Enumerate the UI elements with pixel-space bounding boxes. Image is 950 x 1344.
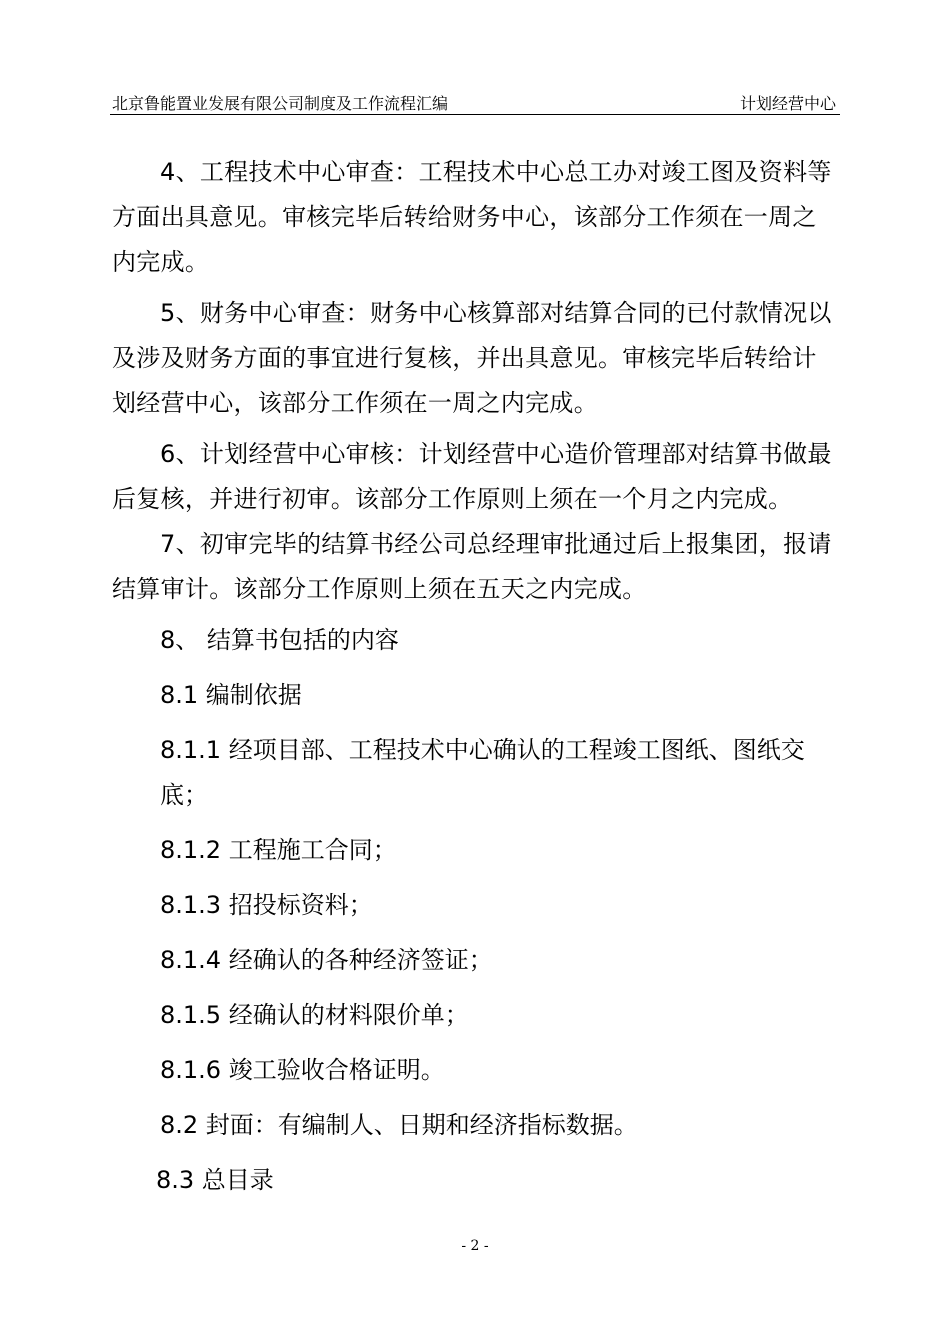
page-number: - 2 - (461, 1238, 489, 1254)
list-item-8-1-5: 8.1.5 经确认的材料限价单； (160, 1001, 469, 1029)
list-item-8-1-6: 8.1.6 竣工验收合格证明。 (160, 1056, 445, 1084)
list-item-8-1-3: 8.1.3 招投标资料； (160, 891, 373, 919)
header-department: 计划经营中心 (739, 94, 836, 113)
list-item-8-1-4: 8.1.4 经确认的各种经济签证； (160, 946, 493, 974)
paragraph-step-4: 4、工程技术中心审查：工程技术中心总工办对竣工图及资料等方面出具意见。审核完毕后转给财务中心，该部分工作须在一周之内完成。 (112, 158, 832, 276)
paragraph-step-7: 7、初审完毕的结算书经公司总经理审批通过后上报集团，报请结算审计。该部分工作原则上须在五天之内完成。 (112, 530, 832, 603)
paragraph-step-5: 5、财务中心审查：财务中心核算部对结算合同的已付款情况以及涉及财务方面的事宜进行复核，并出具意见。审核完毕后转给计划经营中心，该部分工作须在一周之内完成。 (112, 299, 832, 417)
section-heading-8: 8、 结算书包括的内容 (160, 626, 399, 654)
section-heading-8-3: 8.3 总目录 (156, 1166, 274, 1194)
document-body (112, 150, 840, 1213)
page-header (110, 88, 840, 115)
list-item-8-1-1: 8.1.1 经项目部、工程技术中心确认的工程竣工图纸、图纸交底； (160, 736, 805, 809)
header-company-title: 北京鲁能置业发展有限公司制度及工作流程汇编 (112, 94, 449, 113)
paragraph-step-6: 6、计划经营中心审核：计划经营中心造价管理部对结算书做最后复核，并进行初审。该部分工作原则上须在一个月之内完成。 (112, 440, 832, 513)
section-heading-8-2: 8.2 封面：有编制人、日期和经济指标数据。 (160, 1111, 638, 1139)
section-heading-8-1: 8.1 编制依据 (160, 681, 302, 709)
list-item-8-1-2: 8.1.2 工程施工合同； (160, 836, 397, 864)
